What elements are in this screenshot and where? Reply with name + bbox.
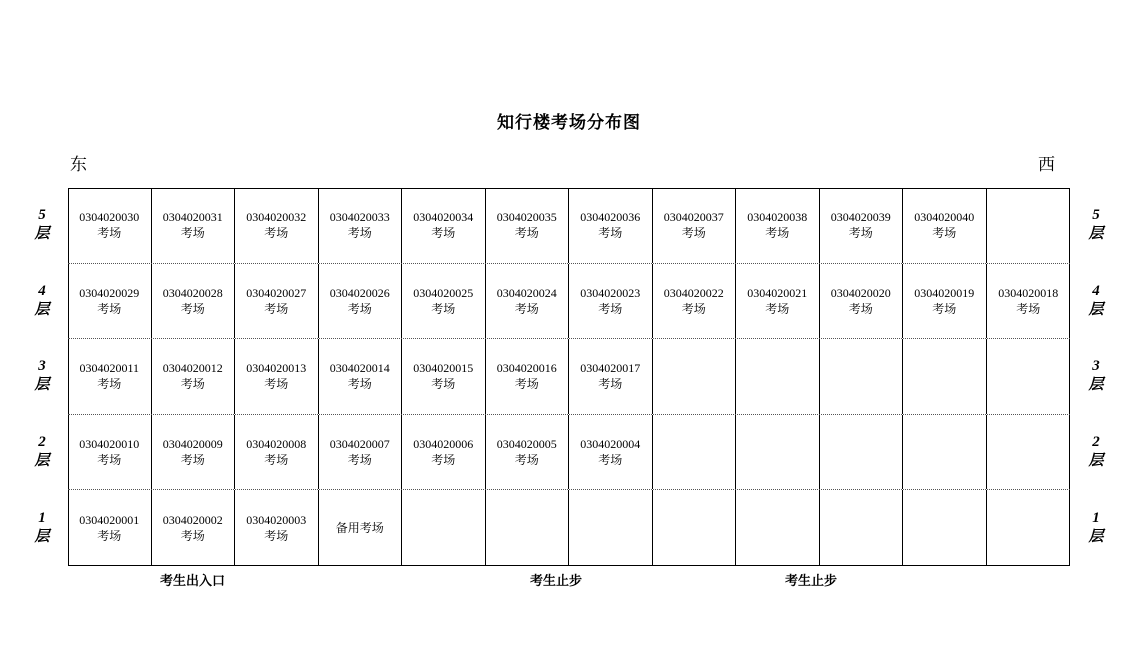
floor-cells-3 [68, 339, 1070, 414]
exam-room-cell[interactable] [987, 264, 1071, 339]
room-code: 0304020008 [246, 437, 307, 452]
exam-room-cell[interactable] [653, 264, 737, 339]
room-suffix: 考场 [180, 226, 205, 241]
spare-exam-room-cell[interactable] [319, 490, 403, 566]
room-suffix: 考场 [598, 453, 623, 468]
room-code: 0304020009 [162, 437, 223, 452]
floor-cells-4 [68, 264, 1070, 339]
room-suffix: 考场 [264, 226, 289, 241]
empty-cell [402, 490, 486, 566]
empty-cell [569, 490, 653, 566]
floor-unit: 层 [1088, 226, 1104, 243]
room-code: 0304020026 [329, 285, 390, 300]
exam-room-cell[interactable] [235, 188, 319, 263]
room-suffix: 考场 [97, 529, 122, 544]
empty-cell [987, 415, 1071, 490]
room-code: 0304020010 [79, 437, 140, 452]
floor-cells-2 [68, 415, 1070, 490]
floor-number: 2 [38, 434, 46, 451]
empty-cell [486, 490, 570, 566]
room-code: 0304020021 [747, 285, 808, 300]
room-code: 0304020014 [329, 361, 390, 376]
page-title: 知行楼考场分布图 [497, 113, 641, 132]
exam-room-cell[interactable] [235, 415, 319, 490]
exam-room-cell[interactable] [68, 264, 152, 339]
floor-label-right-5 [1076, 206, 1116, 244]
room-code: 0304020033 [329, 210, 390, 225]
room-suffix: 考场 [514, 226, 539, 241]
floor-label-right-3 [1076, 357, 1116, 395]
exam-room-cell[interactable] [68, 339, 152, 414]
room-suffix: 考场 [347, 301, 372, 316]
floor-number: 2 [1092, 434, 1100, 451]
room-suffix: 考场 [180, 453, 205, 468]
note-candidate-stop-1: 考生止步 [530, 573, 583, 588]
empty-cell [653, 415, 737, 490]
exam-room-cell[interactable] [569, 415, 653, 490]
room-code: 0304020012 [162, 361, 223, 376]
exam-room-cell[interactable] [486, 264, 570, 339]
room-suffix: 考场 [598, 226, 623, 241]
empty-cell [736, 339, 820, 414]
floor-cells-1 [68, 490, 1070, 566]
empty-cell [736, 415, 820, 490]
exam-room-cell[interactable] [402, 339, 486, 414]
room-code: 0304020004 [580, 437, 641, 452]
empty-cell [653, 339, 737, 414]
floor-number: 1 [38, 510, 46, 527]
floor-number: 4 [38, 282, 46, 299]
exam-room-cell[interactable] [402, 415, 486, 490]
room-code: 0304020027 [246, 285, 307, 300]
floor-label-left-4 [22, 282, 62, 320]
floor-number: 5 [38, 207, 46, 224]
exam-room-cell[interactable] [152, 490, 236, 566]
room-code: 0304020030 [79, 210, 140, 225]
floor-label-right-4 [1076, 282, 1116, 320]
room-suffix: 考场 [514, 453, 539, 468]
floor-unit: 层 [34, 301, 50, 318]
floor-label-left-1 [22, 509, 62, 547]
floor-label-left-3 [22, 357, 62, 395]
room-suffix: 考场 [264, 453, 289, 468]
room-code: 0304020002 [162, 513, 223, 528]
exam-room-cell[interactable] [152, 188, 236, 263]
room-code: 0304020018 [998, 285, 1059, 300]
room-code: 0304020034 [413, 210, 474, 225]
exam-room-cell[interactable] [569, 188, 653, 263]
room-suffix: 考场 [431, 377, 456, 392]
exam-room-cell[interactable] [486, 339, 570, 414]
room-code: 0304020017 [580, 361, 641, 376]
room-suffix: 考场 [681, 301, 706, 316]
room-code: 0304020006 [413, 437, 474, 452]
room-suffix: 考场 [514, 377, 539, 392]
floor-row-5 [34, 188, 1104, 264]
empty-cell [987, 188, 1071, 263]
floor-unit: 层 [34, 453, 50, 470]
room-suffix: 考场 [347, 226, 372, 241]
room-code: 0304020039 [830, 210, 891, 225]
room-suffix: 考场 [1016, 301, 1041, 316]
exam-room-cell[interactable] [820, 264, 904, 339]
floor-row-2 [34, 415, 1104, 491]
room-code: 0304020001 [79, 513, 140, 528]
exam-room-cell[interactable] [903, 264, 987, 339]
exam-room-cell[interactable] [569, 264, 653, 339]
exam-room-cell[interactable] [235, 339, 319, 414]
exam-room-cell[interactable] [152, 339, 236, 414]
empty-cell [653, 490, 737, 566]
room-suffix: 考场 [765, 301, 790, 316]
floor-cells-5 [68, 188, 1070, 263]
room-suffix: 考场 [848, 301, 873, 316]
room-code: 0304020022 [663, 285, 724, 300]
floor-label-left-2 [22, 433, 62, 471]
room-code: 0304020011 [79, 361, 140, 376]
room-code: 0304020038 [747, 210, 808, 225]
room-code: 0304020023 [580, 285, 641, 300]
empty-cell [903, 490, 987, 566]
room-code: 0304020036 [580, 210, 641, 225]
exam-room-cell[interactable] [68, 188, 152, 263]
room-suffix: 考场 [180, 301, 205, 316]
room-suffix: 考场 [514, 301, 539, 316]
floor-label-left-5 [22, 206, 62, 244]
empty-cell [987, 339, 1071, 414]
compass-west-label: 西 [1038, 155, 1055, 174]
floor-row-3 [34, 339, 1104, 415]
exam-room-cell[interactable] [235, 264, 319, 339]
empty-cell [903, 415, 987, 490]
floor-number: 3 [1092, 358, 1100, 375]
room-suffix: 考场 [598, 377, 623, 392]
exam-room-cell[interactable] [68, 415, 152, 490]
room-suffix: 考场 [97, 301, 122, 316]
exam-room-cell[interactable] [319, 264, 403, 339]
room-suffix: 考场 [932, 226, 957, 241]
room-suffix: 考场 [347, 377, 372, 392]
room-code: 0304020031 [162, 210, 223, 225]
floor-unit: 层 [34, 529, 50, 546]
room-code: 0304020013 [246, 361, 307, 376]
floor-label-right-2 [1076, 433, 1116, 471]
exam-room-cell[interactable] [486, 415, 570, 490]
floor-label-right-1 [1076, 509, 1116, 547]
room-code: 0304020035 [496, 210, 557, 225]
room-suffix: 考场 [932, 301, 957, 316]
floor-unit: 层 [1088, 377, 1104, 394]
room-code: 0304020028 [162, 285, 223, 300]
room-suffix: 考场 [264, 377, 289, 392]
empty-cell [987, 490, 1071, 566]
exam-room-cell[interactable] [486, 188, 570, 263]
room-code: 0304020032 [246, 210, 307, 225]
exam-room-cell[interactable] [736, 264, 820, 339]
room-suffix: 考场 [681, 226, 706, 241]
room-code: 0304020019 [914, 285, 975, 300]
room-suffix: 考场 [765, 226, 790, 241]
floor-unit: 层 [1088, 301, 1104, 318]
exam-room-cell[interactable] [319, 415, 403, 490]
exam-room-cell[interactable] [319, 188, 403, 263]
room-suffix: 考场 [431, 301, 456, 316]
empty-cell [903, 339, 987, 414]
room-suffix: 考场 [180, 377, 205, 392]
room-suffix: 考场 [347, 453, 372, 468]
exam-room-cell[interactable] [402, 264, 486, 339]
compass-east-label: 东 [70, 155, 87, 174]
note-candidate-entrance: 考生出入口 [160, 573, 226, 588]
room-code: 0304020025 [413, 285, 474, 300]
floor-number: 4 [1092, 282, 1100, 299]
exam-room-cell[interactable] [653, 188, 737, 263]
empty-cell [820, 339, 904, 414]
room-code: 0304020020 [830, 285, 891, 300]
room-suffix: 考场 [97, 226, 122, 241]
note-candidate-stop-2: 考生止步 [785, 573, 838, 588]
floor-number: 3 [38, 358, 46, 375]
exam-room-cell[interactable] [319, 339, 403, 414]
room-suffix: 考场 [431, 226, 456, 241]
exam-room-cell[interactable] [820, 188, 904, 263]
exam-room-cell[interactable] [68, 490, 152, 566]
room-suffix: 考场 [431, 453, 456, 468]
floor-number: 1 [1092, 510, 1100, 527]
room-code: 0304020015 [413, 361, 474, 376]
room-suffix: 考场 [264, 301, 289, 316]
empty-cell [736, 490, 820, 566]
exam-room-cell[interactable] [736, 188, 820, 263]
room-code: 0304020040 [914, 210, 975, 225]
room-suffix: 考场 [598, 301, 623, 316]
exam-room-cell[interactable] [152, 264, 236, 339]
exam-room-cell[interactable] [903, 188, 987, 263]
room-code: 0304020037 [663, 210, 724, 225]
floor-unit: 层 [34, 377, 50, 394]
room-suffix: 考场 [848, 226, 873, 241]
floor-unit: 层 [1088, 529, 1104, 546]
floor-unit: 层 [34, 226, 50, 243]
floor-row-4 [34, 264, 1104, 340]
floor-row-1 [34, 490, 1104, 566]
room-code: 0304020005 [496, 437, 557, 452]
room-code: 0304020029 [79, 285, 140, 300]
floor-number: 5 [1092, 207, 1100, 224]
empty-cell [820, 490, 904, 566]
room-suffix: 考场 [180, 529, 205, 544]
room-code: 0304020003 [246, 513, 307, 528]
room-suffix: 考场 [264, 529, 289, 544]
room-code: 备用考场 [335, 521, 384, 536]
room-code: 0304020024 [496, 285, 557, 300]
room-suffix: 考场 [97, 453, 122, 468]
building-floor-map [34, 188, 1104, 566]
empty-cell [820, 415, 904, 490]
exam-room-cell[interactable] [402, 188, 486, 263]
exam-room-cell[interactable] [569, 339, 653, 414]
room-suffix: 考场 [97, 377, 122, 392]
room-code: 0304020007 [329, 437, 390, 452]
exam-room-cell[interactable] [152, 415, 236, 490]
floor-unit: 层 [1088, 453, 1104, 470]
room-code: 0304020016 [496, 361, 557, 376]
exam-room-cell[interactable] [235, 490, 319, 566]
